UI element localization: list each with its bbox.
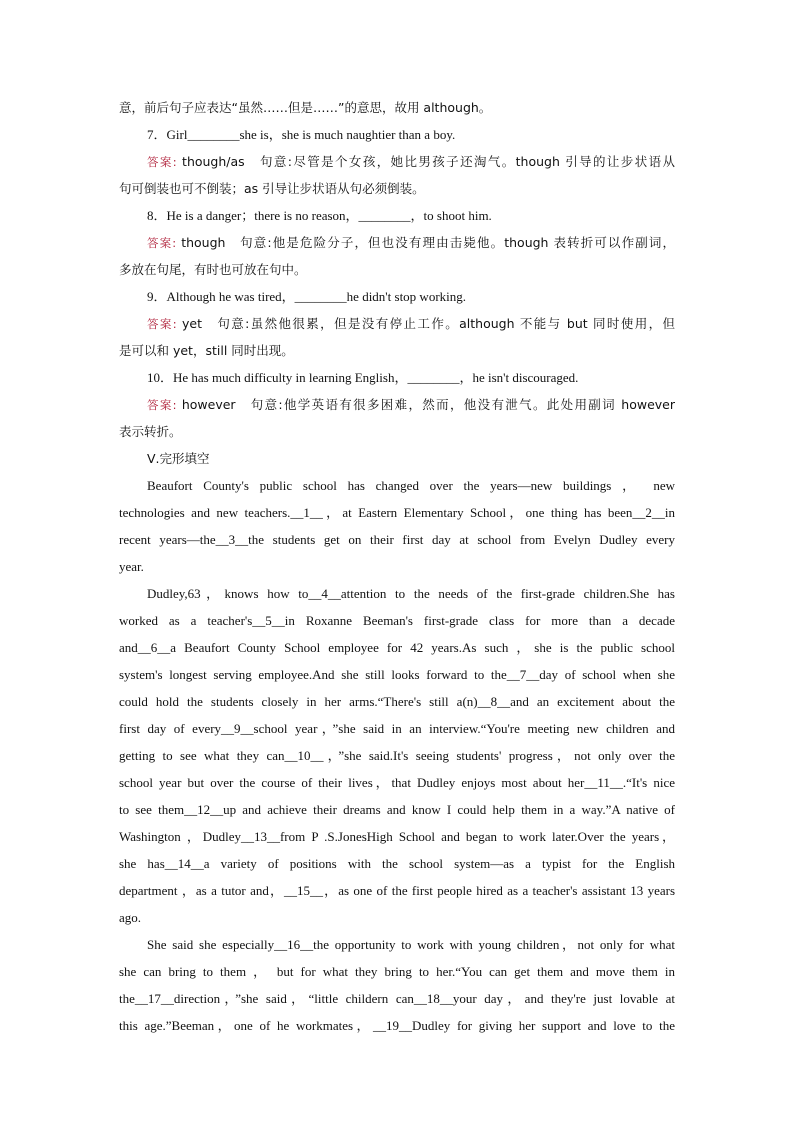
- text-line: [119, 958, 675, 985]
- line-text: system's longest serving employee.And she still looks forward to the__7__day of school when she: [119, 667, 675, 682]
- text-line: [119, 688, 675, 715]
- text-line: [119, 256, 675, 283]
- text-line: [119, 715, 675, 742]
- text-line: [119, 202, 675, 229]
- text-line: [119, 769, 675, 796]
- text-line: [119, 472, 675, 499]
- text-line: [119, 148, 675, 175]
- text-line: [119, 364, 675, 391]
- text-line: [119, 229, 675, 256]
- line-text: 10．He has much difficulty in learning English，________，he isn't discouraged.: [147, 370, 579, 385]
- line-text: though/as 句意:尽管是个女孩，她比男孩子还淘气。though 引导的让步状语从: [176, 154, 675, 169]
- text-line: [119, 985, 675, 1012]
- text-line: [119, 877, 675, 904]
- text-line: [119, 796, 675, 823]
- line-text: worked as a teacher's__5__in Roxanne Beeman's first-grade class for more than a decade: [119, 613, 675, 628]
- line-text: though 句意:他是危险分子，但也没有理由击毙他。though 表转折可以作副词，: [176, 235, 675, 250]
- line-text: this age.”Beeman，one of he workmates，__19__Dudley for giving her support and love to the: [119, 1018, 675, 1033]
- text-line: [119, 418, 675, 445]
- line-text: however 句意:他学英语有很多困难，然而，他没有泄气。此处用副词 however: [176, 397, 675, 412]
- line-text: She said she especially__16__the opportunity to work with young children，not only for what: [147, 937, 675, 952]
- text-line: [119, 661, 675, 688]
- line-text: recent years—the__3__the students get on their first day at school from Evelyn Dudley every: [119, 532, 675, 547]
- text-line: [119, 607, 675, 634]
- line-text: 是可以和 yet，still 同时出现。: [119, 343, 294, 358]
- text-line: [119, 121, 675, 148]
- text-line: [119, 310, 675, 337]
- line-text: she can bring to them ， but for what they bring to her.“You can get them and move them in: [119, 964, 675, 979]
- line-text: 7．Girl________she is，she is much naughtier than a boy.: [147, 127, 456, 142]
- document-body: [119, 94, 675, 1039]
- text-line: [119, 1012, 675, 1039]
- answer-label: 答案:: [147, 398, 177, 412]
- text-line: [119, 175, 675, 202]
- text-line: [119, 499, 675, 526]
- line-text: the__17__direction，”she said，“little childern can__18__your day，and they're just lovable at: [119, 991, 675, 1006]
- line-text: Beaufort County's public school has changed over the years—new buildings ， new: [147, 478, 675, 493]
- text-line: [119, 553, 675, 580]
- line-text: technologies and new teachers.__1__，at Eastern Elementary School，one thing has been__2__in: [119, 505, 675, 520]
- line-text: year.: [119, 559, 144, 574]
- line-text: getting to see what they can__10__，”she said.It's seeing students' progress，not only over the: [119, 748, 675, 763]
- line-text: and__6__a Beaufort County School employee for 42 years.As such ，she is the public school: [119, 640, 675, 655]
- line-text: 多放在句尾，有时也可放在句中。: [119, 262, 307, 277]
- answer-label: 答案:: [147, 155, 177, 169]
- text-line: [119, 337, 675, 364]
- text-line: [119, 931, 675, 958]
- line-text: 9．Although he was tired，________he didn't stop working.: [147, 289, 467, 304]
- text-line: [119, 445, 675, 472]
- line-text: first day of every__9__school year，”she said in an interview.“You're meeting new children and: [119, 721, 675, 736]
- text-line: [119, 742, 675, 769]
- text-line: [119, 526, 675, 553]
- line-text: department ，as a tutor and，__15__，as one of the first people hired as a teacher's assistant 13 years: [119, 883, 675, 898]
- text-line: [119, 94, 675, 121]
- line-text: 8．He is a danger；there is no reason，________，to shoot him.: [147, 208, 492, 223]
- line-text: Ⅴ.完形填空: [147, 451, 210, 466]
- line-text: 句可倒装也可不倒装；as 引导让步状语从句必须倒装。: [119, 181, 425, 196]
- text-line: [119, 850, 675, 877]
- line-text: to see them__12__up and achieve their dreams and know I could help them in a way.”A native of: [119, 802, 675, 817]
- text-line: [119, 823, 675, 850]
- answer-label: 答案:: [147, 236, 177, 250]
- line-text: Washington ，Dudley__13__from P .S.JonesHigh School and began to work later.Over the years，: [119, 829, 675, 844]
- text-line: [119, 283, 675, 310]
- line-text: yet 句意:虽然他很累，但是没有停止工作。although 不能与 but 同时使用，但: [176, 316, 675, 331]
- text-line: [119, 580, 675, 607]
- line-text: 意，前后句子应表达“虽然……但是……”的意思，故用 although。: [119, 100, 492, 115]
- text-line: [119, 391, 675, 418]
- line-text: school year but over the course of their lives，that Dudley enjoys most about her__11__.“It's nice: [119, 775, 675, 790]
- text-line: [119, 904, 675, 931]
- answer-label: 答案:: [147, 317, 177, 331]
- line-text: 表示转折。: [119, 424, 182, 439]
- text-line: [119, 634, 675, 661]
- line-text: ago.: [119, 910, 142, 925]
- line-text: could hold the students closely in her arms.“There's still a(n)__8__and an excitement about the: [119, 694, 675, 709]
- line-text: Dudley,63，knows how to__4__attention to the needs of the first-grade children.She has: [147, 586, 675, 601]
- line-text: she has__14__a variety of positions with the school system—as a typist for the English: [119, 856, 675, 871]
